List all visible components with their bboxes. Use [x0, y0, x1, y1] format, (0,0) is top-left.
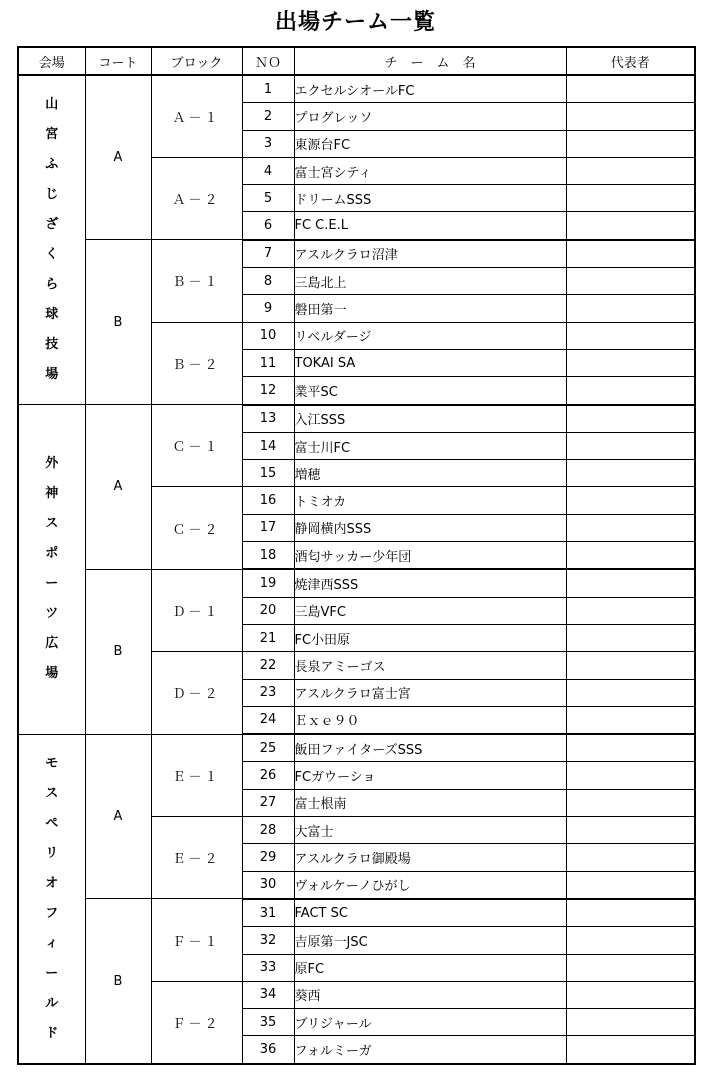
representative-cell: [566, 762, 695, 789]
team-name: アスルクラロ沼津: [294, 240, 566, 268]
representative-cell: [566, 597, 695, 624]
header-no: ＮＯ: [242, 47, 294, 75]
table-body: [18, 75, 695, 1064]
team-number: 15: [242, 460, 294, 487]
header-rep: 代表者: [566, 47, 695, 75]
representative-cell: [566, 460, 695, 487]
team-number: 22: [242, 652, 294, 679]
representative-cell: [566, 295, 695, 322]
team-name: 酒匂サッカー少年団: [294, 542, 566, 570]
team-name: アスルクラロ御殿場: [294, 844, 566, 871]
representative-cell: [566, 844, 695, 871]
team-name: FC C.E.L: [294, 212, 566, 240]
representative-cell: [566, 817, 695, 844]
representative-cell: [566, 871, 695, 899]
team-name: 富士川FC: [294, 432, 566, 459]
team-number: 18: [242, 542, 294, 570]
team-number: 35: [242, 1009, 294, 1036]
block-cell: Ｃ－２: [151, 487, 242, 569]
team-name: 大富士: [294, 817, 566, 844]
team-number: 16: [242, 487, 294, 514]
representative-cell: [566, 185, 695, 212]
team-number: 25: [242, 734, 294, 762]
representative-cell: [566, 624, 695, 651]
court-cell: B: [85, 899, 151, 1064]
representative-cell: [566, 487, 695, 514]
team-name: フォルミーガ: [294, 1036, 566, 1064]
block-cell: Ｆ－２: [151, 981, 242, 1063]
team-number: 17: [242, 514, 294, 541]
team-name: FC小田原: [294, 624, 566, 651]
venue-cell: [18, 405, 85, 735]
team-name: 富士宮シティ: [294, 157, 566, 184]
block-cell: Ｅ－２: [151, 817, 242, 899]
venue-cell: [18, 75, 85, 405]
table-row: [18, 405, 695, 433]
team-number: 26: [242, 762, 294, 789]
table-row: [18, 240, 695, 268]
team-name: リベルダージ: [294, 322, 566, 349]
team-number: 34: [242, 981, 294, 1008]
representative-cell: [566, 706, 695, 734]
team-name: 三島VFC: [294, 597, 566, 624]
header-block: ブロック: [151, 47, 242, 75]
team-number: 21: [242, 624, 294, 651]
block-cell: Ｄ－２: [151, 652, 242, 734]
team-name: 三島北上: [294, 268, 566, 295]
representative-cell: [566, 1009, 695, 1036]
court-cell: A: [85, 75, 151, 240]
team-number: 8: [242, 268, 294, 295]
team-number: 10: [242, 322, 294, 349]
table-row: [18, 899, 695, 927]
block-cell: Ａ－２: [151, 157, 242, 239]
team-name: エクセルシオールFC: [294, 75, 566, 103]
representative-cell: [566, 405, 695, 433]
team-name: ヴォルケーノひがし: [294, 871, 566, 899]
block-cell: Ｄ－１: [151, 569, 242, 651]
team-number: 12: [242, 377, 294, 405]
team-number: 28: [242, 817, 294, 844]
team-name: FCガウーショ: [294, 762, 566, 789]
team-number: 19: [242, 569, 294, 597]
team-number: 33: [242, 954, 294, 981]
team-number: 32: [242, 927, 294, 954]
block-cell: Ｆ－１: [151, 899, 242, 981]
team-number: 9: [242, 295, 294, 322]
team-name: 吉原第一JSC: [294, 927, 566, 954]
table-header-row: [18, 47, 695, 75]
venue-cell: [18, 734, 85, 1064]
team-number: 20: [242, 597, 294, 624]
representative-cell: [566, 212, 695, 240]
representative-cell: [566, 268, 695, 295]
block-cell: Ｅ－１: [151, 734, 242, 816]
block-cell: Ｂ－２: [151, 322, 242, 404]
team-name: トミオカ: [294, 487, 566, 514]
venue-name: 山宮ふじざくら球技場: [45, 97, 59, 383]
representative-cell: [566, 75, 695, 103]
representative-cell: [566, 542, 695, 570]
team-number: 31: [242, 899, 294, 927]
team-number: 14: [242, 432, 294, 459]
team-name: TOKAI SA: [294, 349, 566, 376]
team-name: 長泉アミーゴス: [294, 652, 566, 679]
header-court: コート: [85, 47, 151, 75]
team-name: 飯田ファイターズSSS: [294, 734, 566, 762]
representative-cell: [566, 240, 695, 268]
team-number: 30: [242, 871, 294, 899]
table-row: [18, 734, 695, 762]
representative-cell: [566, 652, 695, 679]
team-table: [17, 46, 696, 1065]
representative-cell: [566, 157, 695, 184]
team-name: アスルクラロ富士宮: [294, 679, 566, 706]
court-cell: A: [85, 405, 151, 570]
team-number: 29: [242, 844, 294, 871]
team-number: 36: [242, 1036, 294, 1064]
team-number: 11: [242, 349, 294, 376]
table-row: [18, 75, 695, 103]
team-number: 1: [242, 75, 294, 103]
court-cell: B: [85, 569, 151, 734]
representative-cell: [566, 679, 695, 706]
team-number: 7: [242, 240, 294, 268]
team-name: 富士根南: [294, 789, 566, 816]
team-number: 24: [242, 706, 294, 734]
team-name: 入江SSS: [294, 405, 566, 433]
team-name: 原FC: [294, 954, 566, 981]
team-number: 27: [242, 789, 294, 816]
team-name: ブリジャール: [294, 1009, 566, 1036]
representative-cell: [566, 789, 695, 816]
court-cell: A: [85, 734, 151, 899]
team-number: 13: [242, 405, 294, 433]
representative-cell: [566, 130, 695, 157]
representative-cell: [566, 734, 695, 762]
team-name: Ｅｘｅ９０: [294, 706, 566, 734]
team-name: 業平SC: [294, 377, 566, 405]
team-number: 6: [242, 212, 294, 240]
team-name: ドリームSSS: [294, 185, 566, 212]
team-name: 東源台FC: [294, 130, 566, 157]
table-row: [18, 569, 695, 597]
representative-cell: [566, 322, 695, 349]
representative-cell: [566, 432, 695, 459]
venue-name: 外神スポーツ広場: [45, 456, 59, 682]
team-name: 増穂: [294, 460, 566, 487]
representative-cell: [566, 569, 695, 597]
court-cell: B: [85, 240, 151, 405]
block-cell: Ａ－１: [151, 75, 242, 157]
team-name: 静岡横内SSS: [294, 514, 566, 541]
block-cell: Ｃ－１: [151, 405, 242, 487]
team-name: 焼津西SSS: [294, 569, 566, 597]
representative-cell: [566, 899, 695, 927]
team-number: 2: [242, 103, 294, 130]
representative-cell: [566, 514, 695, 541]
representative-cell: [566, 1036, 695, 1064]
representative-cell: [566, 927, 695, 954]
representative-cell: [566, 981, 695, 1008]
team-number: 4: [242, 157, 294, 184]
team-name: プログレッソ: [294, 103, 566, 130]
team-name: 葵西: [294, 981, 566, 1008]
representative-cell: [566, 954, 695, 981]
representative-cell: [566, 103, 695, 130]
team-number: 23: [242, 679, 294, 706]
block-cell: Ｂ－１: [151, 240, 242, 322]
header-venue: 会場: [18, 47, 85, 75]
team-name: FACT SC: [294, 899, 566, 927]
venue-name: モスペリオフィールド: [45, 755, 59, 1041]
team-number: 3: [242, 130, 294, 157]
page-title: 出場チーム一覧: [274, 10, 436, 35]
representative-cell: [566, 349, 695, 376]
representative-cell: [566, 377, 695, 405]
team-number: 5: [242, 185, 294, 212]
team-name: 磐田第一: [294, 295, 566, 322]
header-team: チ ー ム 名: [294, 47, 566, 75]
